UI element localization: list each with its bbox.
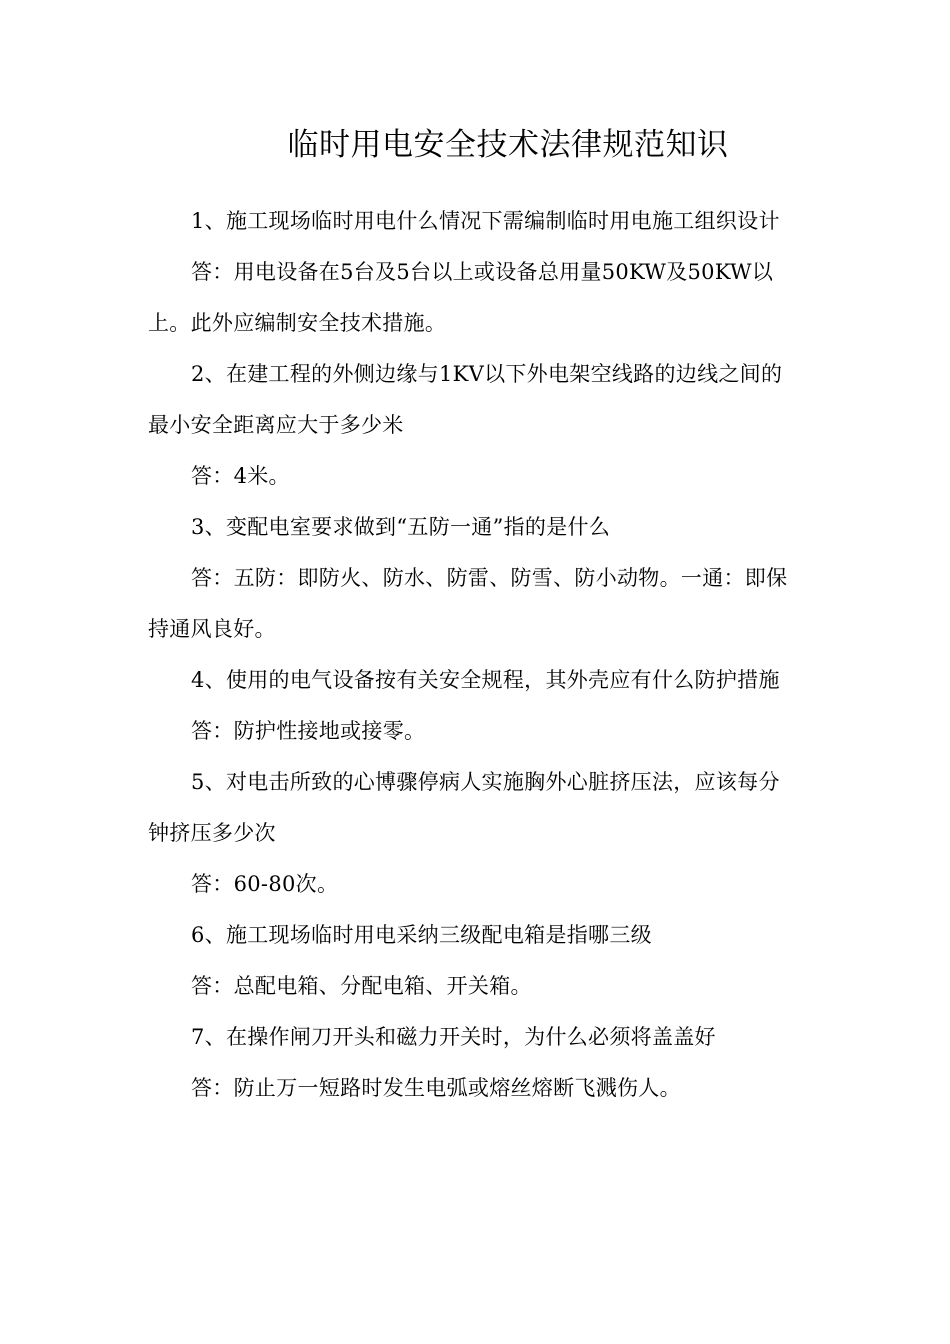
answer-1: 答：用电设备在5台及5台以上或设备总用量50KW及50KW以上。此外应编制安全技术措施。 xyxy=(148,260,774,335)
question-6: 6、施工现场临时用电采纳三级配电箱是指哪三级 xyxy=(191,923,652,947)
answer-7: 答：防止万一短路时发生电弧或熔丝熔断飞溅伤人。 xyxy=(191,1076,681,1100)
answer-2: 答：4米。 xyxy=(191,464,290,488)
document-body xyxy=(148,196,798,1114)
document-title: 临时用电安全技术法律规范知识 xyxy=(287,127,729,163)
question-3: 3、变配电室要求做到“五防一通”指的是什么 xyxy=(191,515,611,539)
answer-5: 答：60-80次。 xyxy=(191,872,339,896)
answer-4: 答：防护性接地或接零。 xyxy=(191,719,426,743)
answer-3: 答：五防：即防火、防水、防雷、防雪、防小动物。一通：即保持通风良好。 xyxy=(148,566,788,641)
question-5: 5、对电击所致的心博骤停病人实施胸外心脏挤压法，应该每分钟挤压多少次 xyxy=(148,770,780,845)
question-1: 1、施工现场临时用电什么情况下需编制临时用电施工组织设计 xyxy=(191,209,780,233)
question-2: 2、在建工程的外侧边缘与1KV以下外电架空线路的边线之间的最小安全距离应大于多少米 xyxy=(148,362,783,437)
question-7: 7、在操作闸刀开头和磁力开关时，为什么必须将盖盖好 xyxy=(191,1025,716,1049)
answer-6: 答：总配电箱、分配电箱、开关箱。 xyxy=(191,974,532,998)
question-4: 4、使用的电气设备按有关安全规程，其外壳应有什么防护措施 xyxy=(191,668,780,692)
